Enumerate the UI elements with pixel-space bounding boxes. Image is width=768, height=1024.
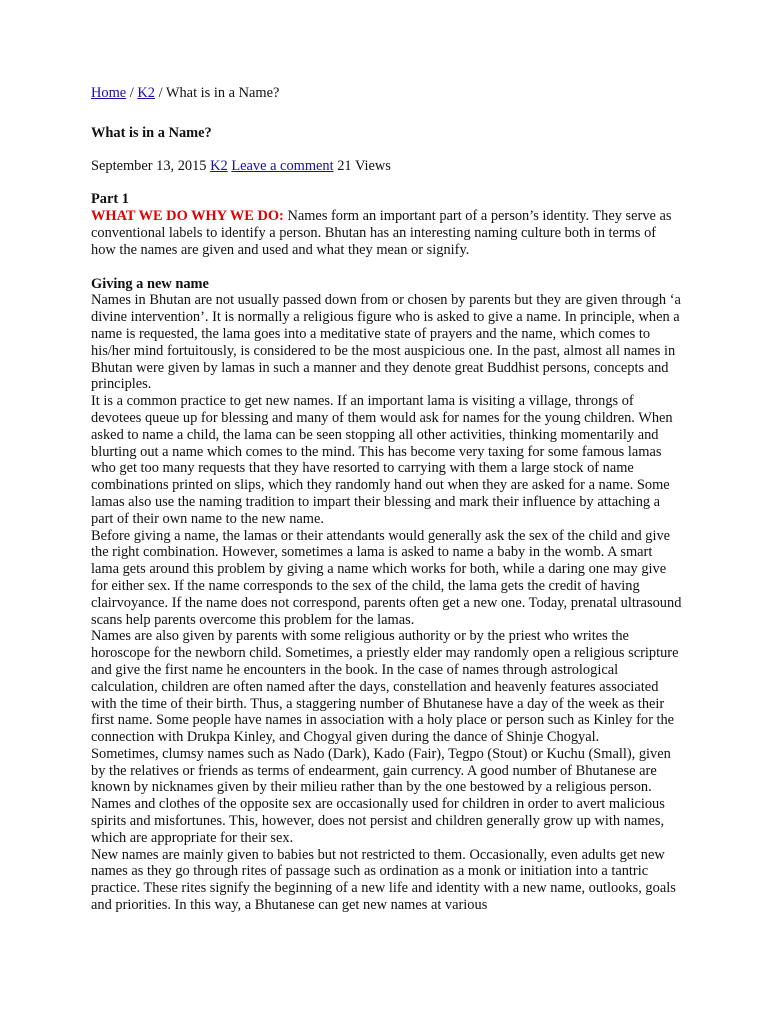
breadcrumb-separator: / <box>126 85 138 101</box>
post-meta <box>91 158 683 175</box>
paragraph: Before giving a name, the lamas or their attendants would generally ask the sex of the child and give the right combination. However, sometimes a lama is asked to name a baby in the womb. A smart lama gets around this problem by giving a name which works for both, while a daring one may give for either sex. If the name corresponds to the sex of the child, the lama gets the credit of having clairvoyance. If the name does not correspond, parents often get a new one. Today, prenatal ultrasound scans help parents overcome this problem for the lamas. <box>91 527 682 628</box>
page-title: What is in a Name? <box>91 124 212 141</box>
post-category-link[interactable]: K2 <box>210 157 228 174</box>
intro-lead: WHAT WE DO WHY WE DO: <box>91 208 284 225</box>
view-count: 21 Views <box>337 157 391 174</box>
breadcrumb <box>91 85 683 102</box>
paragraph: New names are mainly given to babies but not restricted to them. Occasionally, even adults get new names as they go through rites of passage such as ordination as a monk or initiation into a tantric practice. These rites signify the beginning of a new life and identity with a new name, outlooks, goals and priorities. In this way, a Bhutanese can get new names at various <box>91 846 676 914</box>
paragraph: Names in Bhutan are not usually passed down from or chosen by parents but they are given through ‘a divine intervention’. It is normally a religious figure who is asked to give a name. In principle, when a name is requested, the lama goes into a meditative state of prayers and the name, which comes to his/her mind fortuitously, is considered to be the most auspicious one. In the past, almost all names in Bhutan were given by lamas in such a manner and they denote great Buddhist persons, concepts and principles. <box>91 292 681 393</box>
section-heading: Giving a new name <box>91 275 209 292</box>
leave-comment-link[interactable]: Leave a comment <box>231 157 334 174</box>
intro-paragraph <box>91 208 683 258</box>
paragraph: Sometimes, clumsy names such as Nado (Dark), Kado (Fair), Tegpo (Stout) or Kuchu (Small), given by the relatives or friends as terms of endearment, gain currency. A good number of Bhutanese are known by nicknames given by their milieu rather than by the one bestowed by a religious person. Names and clothes of the opposite sex are occasionally used for children in order to avert malicious spirits and misfortunes. This, however, does not persist and children generally grow up with names, which are appropriate for their sex. <box>91 745 671 846</box>
intro-text: Names form an important part of a person’s identity. They serve as conventional labels to identify a person. Bhutan has an interesting naming culture both in terms of how the names are given and used and what they mean or signify. <box>91 208 672 258</box>
breadcrumb-current: What is in a Name? <box>165 85 280 101</box>
breadcrumb-separator: / <box>154 85 166 101</box>
breadcrumb-category-link[interactable]: K2 <box>137 85 155 101</box>
post-date: September 13, 2015 <box>91 157 207 174</box>
paragraph: Names are also given by parents with some religious authority or by the priest who writes the horoscope for the newborn child. Sometimes, a priestly elder may randomly open a religious scripture and give the first name he encounters in the book. In the case of names through astrological calculation, children are often named after the days, constellation and heavenly features associated with the time of their birth. Thus, a staggering number of Bhutanese have a day of the week as their first name. Some people have names in association with a holy place or person such as Kinley for the connection with Drukpa Kinley, and Chogyal given during the dance of Shinje Chogyal. <box>91 628 679 746</box>
part-heading: Part 1 <box>91 191 129 208</box>
paragraph: It is a common practice to get new names. If an important lama is visiting a village, throngs of devotees queue up for blessing and many of them would ask for names for the young children. When asked to name a child, the lama can be seen stopping all other activities, thinking momentarily and blurting out a name which comes to the mind. This has become very taxing for some famous lamas who get too many requests that they have resorted to carrying with them a large stock of name combinations printed on slips, which they randomly hand out when they are asked for a name. Some lamas also use the naming tradition to impart their blessing and mark their influence by attaching a part of their own name to the new name. <box>91 393 673 527</box>
breadcrumb-home-link[interactable]: Home <box>91 85 127 101</box>
article-page <box>91 85 683 914</box>
